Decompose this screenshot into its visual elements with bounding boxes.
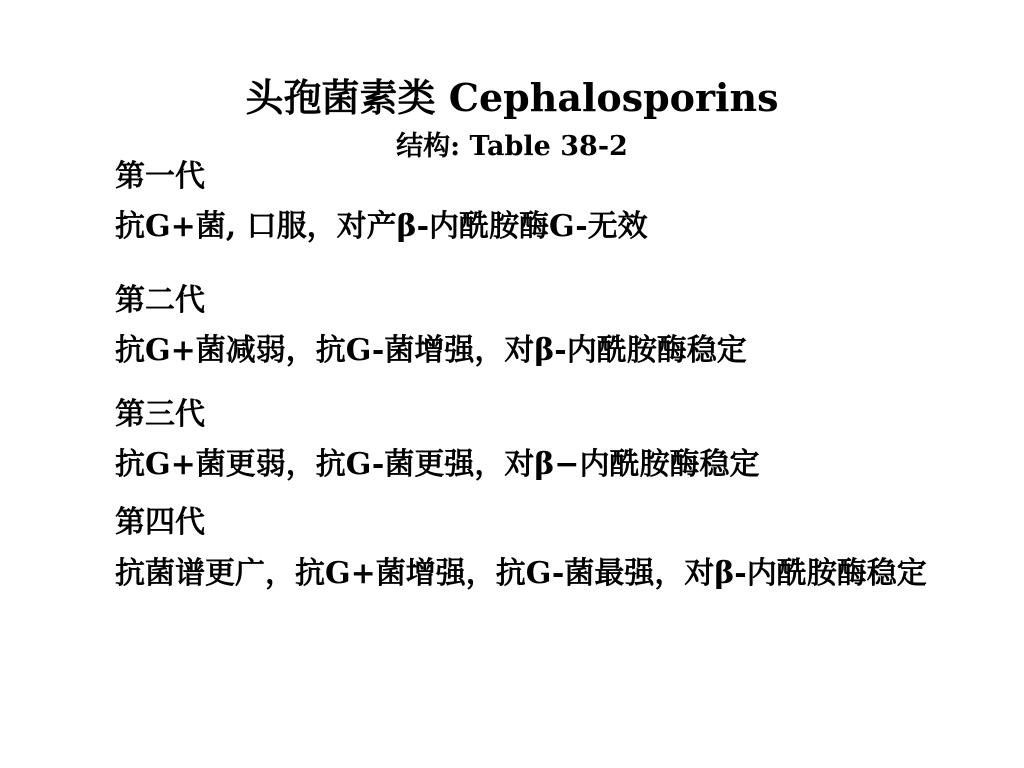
generation-description: 抗G+菌更弱，抗G-菌更强，对β−内酰胺酶稳定 xyxy=(115,447,760,482)
generation-2-block xyxy=(115,276,975,376)
generation-heading: 第一代 xyxy=(115,159,205,194)
slide-title: 头孢菌素类 Cephalosporins xyxy=(245,75,779,120)
generation-heading: 第三代 xyxy=(115,397,205,432)
generation-heading: 第二代 xyxy=(115,283,205,318)
slide-subtitle: 结构: Table 38-2 xyxy=(396,131,628,162)
generation-4-block xyxy=(115,498,975,600)
generation-description: 抗G+菌减弱，抗G-菌增强，对β-内酰胺酶稳定 xyxy=(115,333,747,368)
generation-description: 抗G+菌, 口服，对产β-内酰胺酶G-无效 xyxy=(115,209,648,244)
generation-3-block xyxy=(115,390,975,490)
generation-1-block xyxy=(115,152,975,252)
generation-heading: 第四代 xyxy=(115,505,205,540)
generation-description: 抗菌谱更广，抗G+菌增强，抗G-菌最强，对β-内酰胺酶稳定 xyxy=(115,556,927,591)
